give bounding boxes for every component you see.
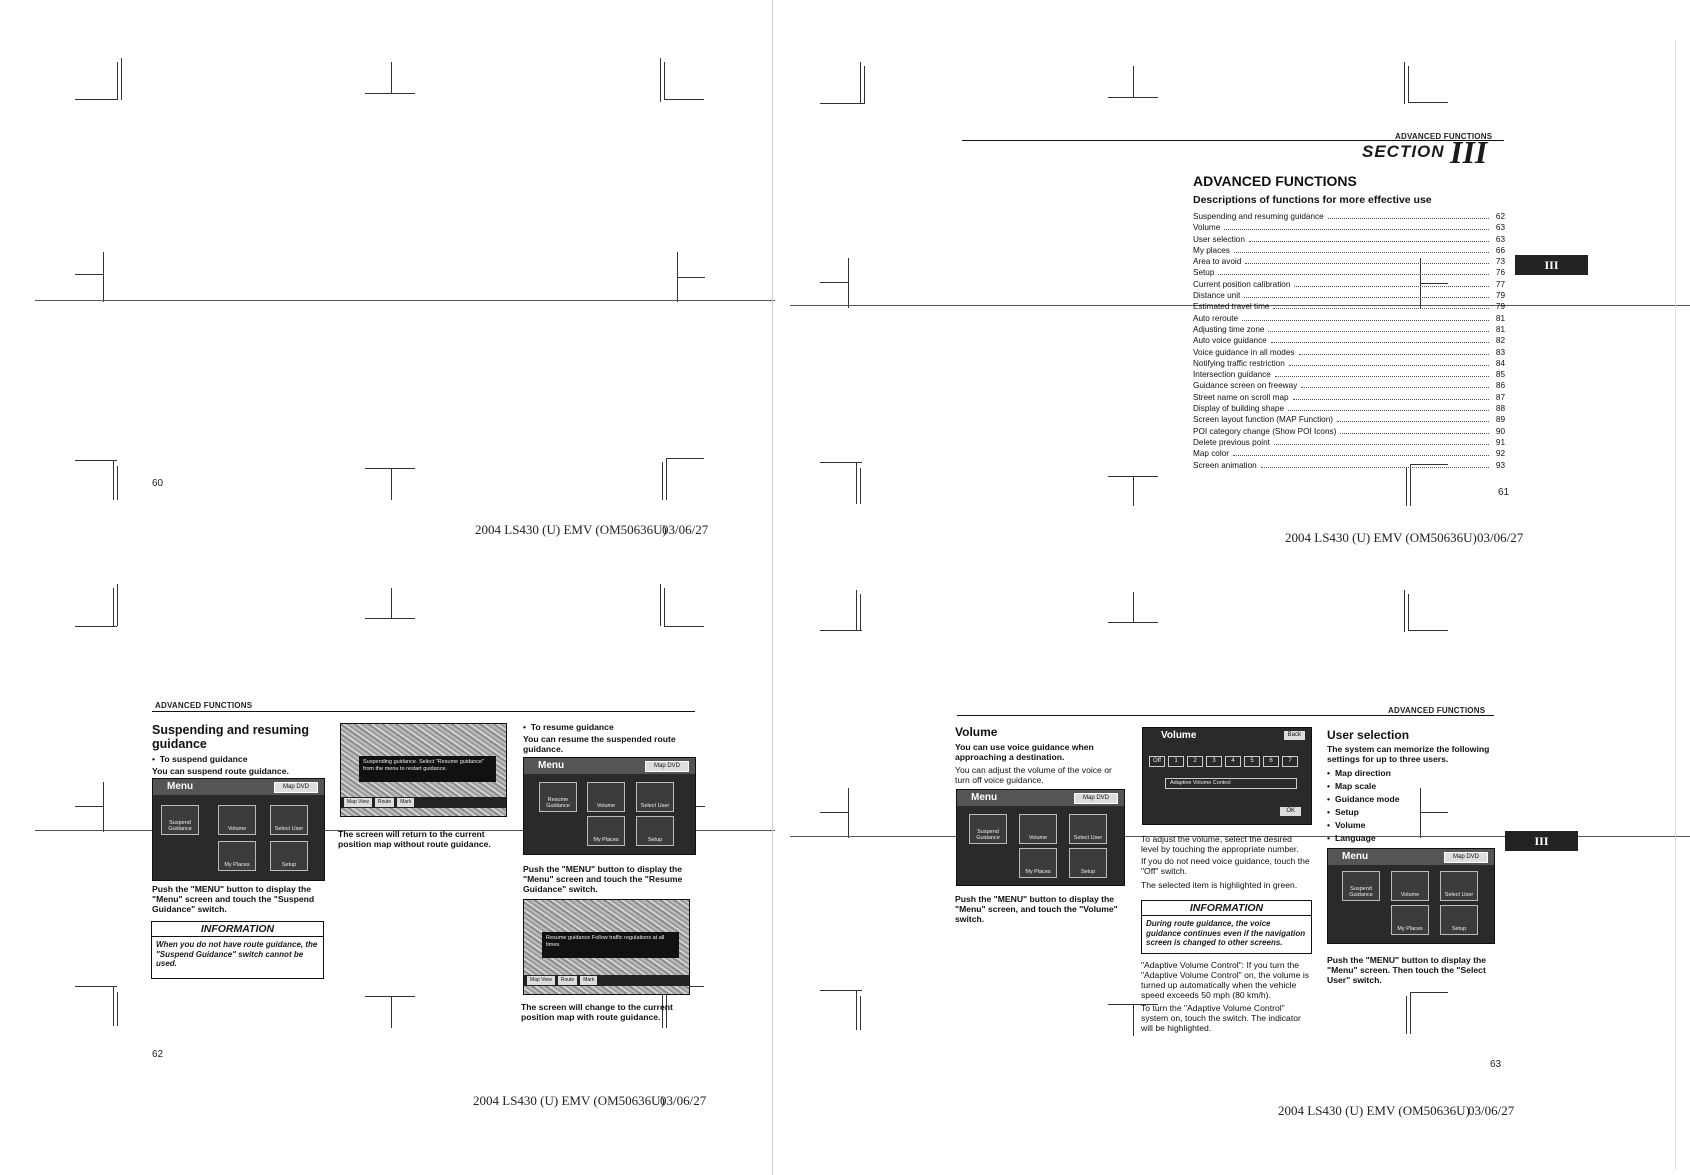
mark-button: Mark [580,976,597,985]
crop-mark [1406,468,1407,506]
footer-text: 2004 LS430 (U) EMV (OM50636U) [1278,1103,1470,1118]
crop-mark [856,462,857,504]
select-user-tile: Select User [1069,814,1107,844]
toc-entry-label: Estimated travel time [1193,302,1270,312]
my-places-tile: My Places [1019,848,1057,878]
toc-entry-page: 66 [1495,245,1505,255]
menu-title: Menu [957,790,1124,806]
toc-entry-page: 79 [1495,302,1505,312]
crop-mark [365,996,415,997]
toc-entry-label: Distance unit [1193,291,1241,301]
list-item: • Volume [1327,819,1399,832]
menu-screenshot-suspend [152,778,325,881]
crop-mark [1420,812,1448,813]
toc-entry-page: 87 [1495,392,1505,402]
toc-entry-label: Auto reroute [1193,313,1239,323]
crop-mark [113,588,114,626]
page-number: 61 [1498,487,1510,498]
toc-entry [1193,347,1505,358]
crop-mark [121,58,122,100]
page-title: ADVANCED FUNCTIONS [1193,173,1357,189]
suspend-guidance-tile: Suspend Guidance [1342,871,1380,901]
toc-leader [1273,308,1489,309]
crop-mark [1133,66,1134,97]
page-number: 62 [152,1049,164,1060]
volume-screenshot [1142,727,1312,825]
crop-mark [75,626,117,627]
crop-mark [75,986,117,987]
route-button: Route [558,976,577,985]
toc-entry [1193,437,1505,448]
menu-title: Menu [153,779,324,795]
footer-date: 03/06/27 [660,1093,707,1108]
menu-title: Menu [1328,849,1494,865]
page-number: 60 [152,478,164,489]
section-numeral: III [1450,134,1488,170]
list-item: • Setup [1327,806,1399,819]
crop-mark [1404,590,1405,632]
running-head: ADVANCED FUNCTIONS [1395,132,1493,141]
crop-mark [1408,102,1448,103]
crop-mark [664,626,704,627]
toc-entry [1193,335,1505,346]
body-text: The screen will change to the current position map with route guidance. [521,1002,673,1022]
toc-leader [1218,274,1489,275]
toc-entry-page: 76 [1495,268,1505,278]
crop-mark [660,58,661,102]
body-text: Push the "MENU" button to display the "Menu" screen. Then touch the "Select User" switch. [1327,955,1487,985]
volume-level-button: 1 [1168,756,1184,767]
body-text: You can use voice guidance when approaching a destination. [955,742,1094,762]
crop-mark [1404,62,1405,104]
toc-leader [1233,455,1489,456]
toc-entry [1193,358,1505,369]
center-gutter [772,0,773,1175]
toc-entry-label: Voice guidance in all modes [1193,347,1295,357]
crop-mark [113,986,114,1026]
crop-mark [860,468,861,504]
toc-entry-label: Adjusting time zone [1193,324,1265,334]
toc-entry [1193,301,1505,312]
toc-entry [1193,460,1505,471]
select-user-tile: Select User [1440,871,1478,901]
running-head: ADVANCED FUNCTIONS [1388,706,1486,715]
volume-level-button: 5 [1244,756,1260,767]
crop-mark [864,66,865,104]
toc-entry-page: 85 [1495,370,1505,380]
suspend-guidance-tile: Suspend Guidance [161,805,199,835]
body-text: You can resume the suspended route guidance. [523,734,676,754]
list-item: • Map direction [1327,767,1399,780]
crop-mark [103,252,104,302]
my-places-tile: My Places [587,816,625,846]
toc-leader [1271,342,1489,343]
toc-leader [1340,433,1489,434]
crop-mark [677,277,705,278]
toc-leader [1224,229,1489,230]
toc-entry [1193,267,1505,278]
body-text: "Adaptive Volume Control": If you turn the "Adaptive Volume Control" on, the volume is turned up automatically when the vehicle speed exceeds 50 mph (80 km/h). [1141,960,1310,1000]
page-number: 63 [1490,1059,1502,1070]
map-view-button: Map View [344,798,372,807]
footer-date: 03/06/27 [662,522,709,537]
volume-heading: Volume [955,725,998,739]
select-user-tile: Select User [270,805,308,835]
crop-mark [1133,592,1134,622]
crop-mark [666,458,704,459]
toc-leader [1299,354,1490,355]
crop-mark [856,590,857,630]
toc-entry-page: 81 [1495,313,1505,323]
information-title: INFORMATION [1142,901,1311,916]
menu-screenshot-resume [523,757,696,855]
body-text: The screen will return to the current position map without route guidance. [338,829,491,849]
crop-mark [117,992,118,1026]
my-places-tile: My Places [218,841,256,871]
crop-mark [820,812,848,813]
toc-leader [1288,410,1489,411]
toc-entry [1193,324,1505,335]
body-text: You can adjust the volume of the voice or turn off voice guidance. [955,765,1112,785]
crop-mark [1408,594,1409,630]
crop-mark [664,588,665,626]
toc-entry [1193,245,1505,256]
bullet-label: • To resume guidance [523,722,614,732]
toc-leader [1244,297,1489,298]
crop-mark [660,584,661,626]
toc-entry [1193,448,1505,459]
setup-tile: Setup [1440,905,1478,935]
body-text: You can suspend route guidance. [152,766,289,776]
toc-entry-page: 83 [1495,347,1505,357]
crop-mark [820,282,848,283]
bullet-resume: To resume guidance [530,722,614,732]
section-tab: III [1515,255,1588,275]
volume-level-button: 3 [1206,756,1222,767]
list-item: • Guidance mode [1327,793,1399,806]
menu-title: Menu [524,758,695,774]
crop-mark [1410,992,1411,1034]
crop-mark [75,99,117,100]
toc-leader [1301,387,1489,388]
toc-entry [1193,403,1505,414]
suspend-guidance-tile: Suspend Guidance [969,814,1007,844]
body-text: The system can memorize the following settings for up to three users. [1327,744,1490,764]
toc-entry-page: 63 [1495,234,1505,244]
volume-screen-title: Volume [1161,730,1197,741]
crop-mark [848,258,849,308]
crop-mark [391,996,392,1028]
toc-entry-page: 89 [1495,415,1505,425]
bullet-label: • To suspend guidance [152,754,248,764]
toc-entry [1193,234,1505,245]
body-text: If you do not need voice guidance, touch the "Off" switch. [1141,856,1310,876]
toc-entry-page: 62 [1495,212,1505,221]
crop-mark [75,274,103,275]
toc-entry-label: Intersection guidance [1193,370,1271,380]
toc-leader [1268,331,1489,332]
toc-entry-page: 84 [1495,358,1505,368]
back-button: Back [1284,731,1305,740]
body-text: The selected item is highlighted in green. [1141,880,1298,890]
toc-entry-label: User selection [1193,234,1245,244]
toc-leader [1294,286,1489,287]
crop-mark [860,594,861,630]
toc-entry [1193,256,1505,267]
volume-level-row [1149,756,1298,767]
crop-mark [1108,97,1158,98]
adaptive-volume-control-switch: Adaptive Volume Control [1165,778,1297,789]
body-text: To turn the "Adaptive Volume Control" system on, touch the switch. The indicator will be highlighted. [1141,1003,1301,1033]
body-text: Push the "MENU" button to display the "Menu" screen and touch the "Suspend Guidance" switch. [152,884,315,914]
section-word: SECTION [1362,142,1445,161]
toc-entry [1193,426,1505,437]
toc-entry-page: 77 [1495,279,1505,289]
map-toolbar [341,797,506,808]
toc-entry-page: 73 [1495,257,1505,267]
toc-leader [1249,241,1489,242]
crop-mark [117,466,118,500]
crop-mark [391,62,392,93]
toc-entry-page: 82 [1495,336,1505,346]
toc-entry-page: 92 [1495,449,1505,459]
toc-entry-page: 81 [1495,324,1505,334]
list-item: • Map scale [1327,780,1399,793]
toc-entry-label: Guidance screen on freeway [1193,381,1298,391]
volume-tile: Volume [1391,871,1429,901]
toc-entry [1193,392,1505,403]
toc-entry [1193,414,1505,425]
toc-entry-label: Auto voice guidance [1193,336,1267,346]
crop-mark [75,460,117,461]
toc-leader [1274,444,1489,445]
toc-entry-page: 63 [1495,223,1505,233]
select-user-tile: Select User [636,782,674,812]
crop-mark [113,460,114,500]
footer-text: 2004 LS430 (U) EMV (OM50636U) [1285,530,1477,545]
map-screenshot-suspended [340,723,507,817]
crop-mark [365,618,415,619]
information-box [1141,900,1312,954]
toc-leader [1261,467,1489,468]
setup-tile: Setup [636,816,674,846]
toc-leader [1328,218,1489,219]
map-dvd-button: Map DVD [1074,793,1118,804]
toc-entry [1193,279,1505,290]
toc-entry-label: Screen animation [1193,460,1257,470]
toc-entry-label: Map color [1193,449,1229,459]
footer-date: 03/06/27 [1468,1103,1515,1118]
crop-mark [1133,1004,1134,1036]
crop-mark [848,788,849,838]
crop-mark [664,99,704,100]
toc-entry-page: 91 [1495,437,1505,447]
crop-mark [820,103,864,104]
menu-screenshot-select-user [1327,848,1495,944]
toc-entry-page: 88 [1495,404,1505,414]
table-of-contents [1193,211,1505,471]
volume-tile: Volume [218,805,256,835]
toc-entry-label: Area to avoid [1193,257,1242,267]
mark-button: Mark [397,798,414,807]
information-text: During route guidance, the voice guidance continues even if the navigation screen is changed to other screens. [1146,919,1306,947]
toc-entry [1193,369,1505,380]
crop-mark [664,62,665,99]
map-message: Suspending guidance. Select "Resume guidance" from the menu to restart guidance. [359,756,496,782]
user-settings-list [1327,767,1399,845]
volume-tile: Volume [587,782,625,812]
toc-leader [1245,263,1489,264]
crop-mark [1408,66,1409,102]
resume-guidance-tile: Resume Guidance [539,782,577,812]
toc-entry [1193,290,1505,301]
running-head-rule [957,715,1494,716]
volume-level-button: 2 [1187,756,1203,767]
volume-level-button: 6 [1263,756,1279,767]
toc-entry-label: Setup [1193,268,1215,278]
crop-mark [75,806,103,807]
fold-line [35,300,775,301]
toc-entry-page: 79 [1495,291,1505,301]
crop-mark [860,62,861,104]
crop-mark [391,588,392,618]
bullet-suspend: To suspend guidance [159,754,248,764]
toc-entry-label: POI category change (Show POI Icons) [1193,426,1337,436]
toc-entry-label: Screen layout function (MAP Function) [1193,415,1334,425]
map-dvd-button: Map DVD [274,782,318,793]
crop-mark [860,996,861,1030]
toc-entry [1193,380,1505,391]
footer-text: 2004 LS430 (U) EMV (OM50636U) [475,522,667,537]
volume-tile: Volume [1019,814,1057,844]
toc-leader [1242,320,1489,321]
toc-entry-label: Suspending and resuming guidance [1193,212,1324,221]
map-toolbar [524,975,689,986]
footer-text: 2004 LS430 (U) EMV (OM50636U) [473,1093,665,1108]
list-item: • Language [1327,832,1399,845]
crop-mark [117,62,118,100]
crop-mark [117,584,118,626]
crop-mark [365,93,415,94]
crop-mark [365,468,415,469]
toc-entry [1193,222,1505,233]
section-tab: III [1505,831,1578,851]
ok-button: OK [1280,807,1301,816]
map-view-button: Map View [527,976,555,985]
toc-entry-label: Display of building shape [1193,404,1285,414]
setup-tile: Setup [1069,848,1107,878]
crop-mark [820,630,862,631]
toc-entry-label: Notifying traffic restriction [1193,358,1285,368]
page-subtitle: Descriptions of functions for more effective use [1193,194,1432,206]
toc-entry-label: Volume [1193,223,1221,233]
footer-date: 03/06/27 [1477,530,1524,545]
information-box [151,921,324,979]
body-text: Push the "MENU" button to display the "Menu" screen, and touch the "Volume" switch. [955,894,1118,924]
crop-mark [662,462,663,500]
toc-entry-label: Delete previous point [1193,437,1270,447]
my-places-tile: My Places [1391,905,1429,935]
map-dvd-button: Map DVD [1444,852,1488,863]
toc-leader [1234,252,1489,253]
toc-leader [1337,421,1489,422]
body-text: Push the "MENU" button to display the "Menu" screen and touch the "Resume Guidance" switch. [523,864,683,894]
information-text: When you do not have route guidance, the "Suspend Guidance" switch cannot be used. [156,940,318,968]
running-head: ADVANCED FUNCTIONS [155,701,253,710]
toc-leader [1293,399,1489,400]
toc-leader [1289,365,1489,366]
information-title: INFORMATION [152,922,323,937]
volume-level-button: Off [1149,756,1165,767]
toc-entry-page: 93 [1495,460,1505,470]
toc-entry-label: Street name on scroll map [1193,392,1289,402]
body-text: To adjust the volume, select the desired level by touching the appropriate number. [1141,834,1299,854]
toc-entry-label: My places [1193,245,1230,255]
map-dvd-button: Map DVD [645,761,689,772]
route-button: Route [375,798,394,807]
user-selection-heading: User selection [1327,728,1410,742]
crop-mark [666,458,667,500]
crop-mark [856,990,857,1030]
crop-mark [103,782,104,832]
crop-mark [1408,630,1448,631]
toc-leader [1275,376,1489,377]
edge-line [1675,40,1676,1170]
map-screenshot-resumed [523,899,690,995]
menu-screenshot-volume [956,789,1125,886]
toc-entry-page: 86 [1495,381,1505,391]
crop-mark [391,468,392,500]
map-message: Resume guidance Follow traffic regulations at all times. [542,932,679,958]
setup-tile: Setup [270,841,308,871]
crop-mark [1108,622,1158,623]
volume-level-button: 4 [1225,756,1241,767]
toc-entry-label: Current position calibration [1193,279,1291,289]
running-head-rule [152,711,695,712]
toc-entry [1193,313,1505,324]
section-heading: Suspending and resuming guidance [152,723,309,751]
crop-mark [1420,788,1421,838]
toc-entry [1193,211,1505,222]
volume-level-button: 7 [1282,756,1298,767]
crop-mark [1410,992,1448,993]
crop-mark [1406,996,1407,1034]
crop-mark [1133,476,1134,506]
toc-entry-page: 90 [1495,426,1505,436]
